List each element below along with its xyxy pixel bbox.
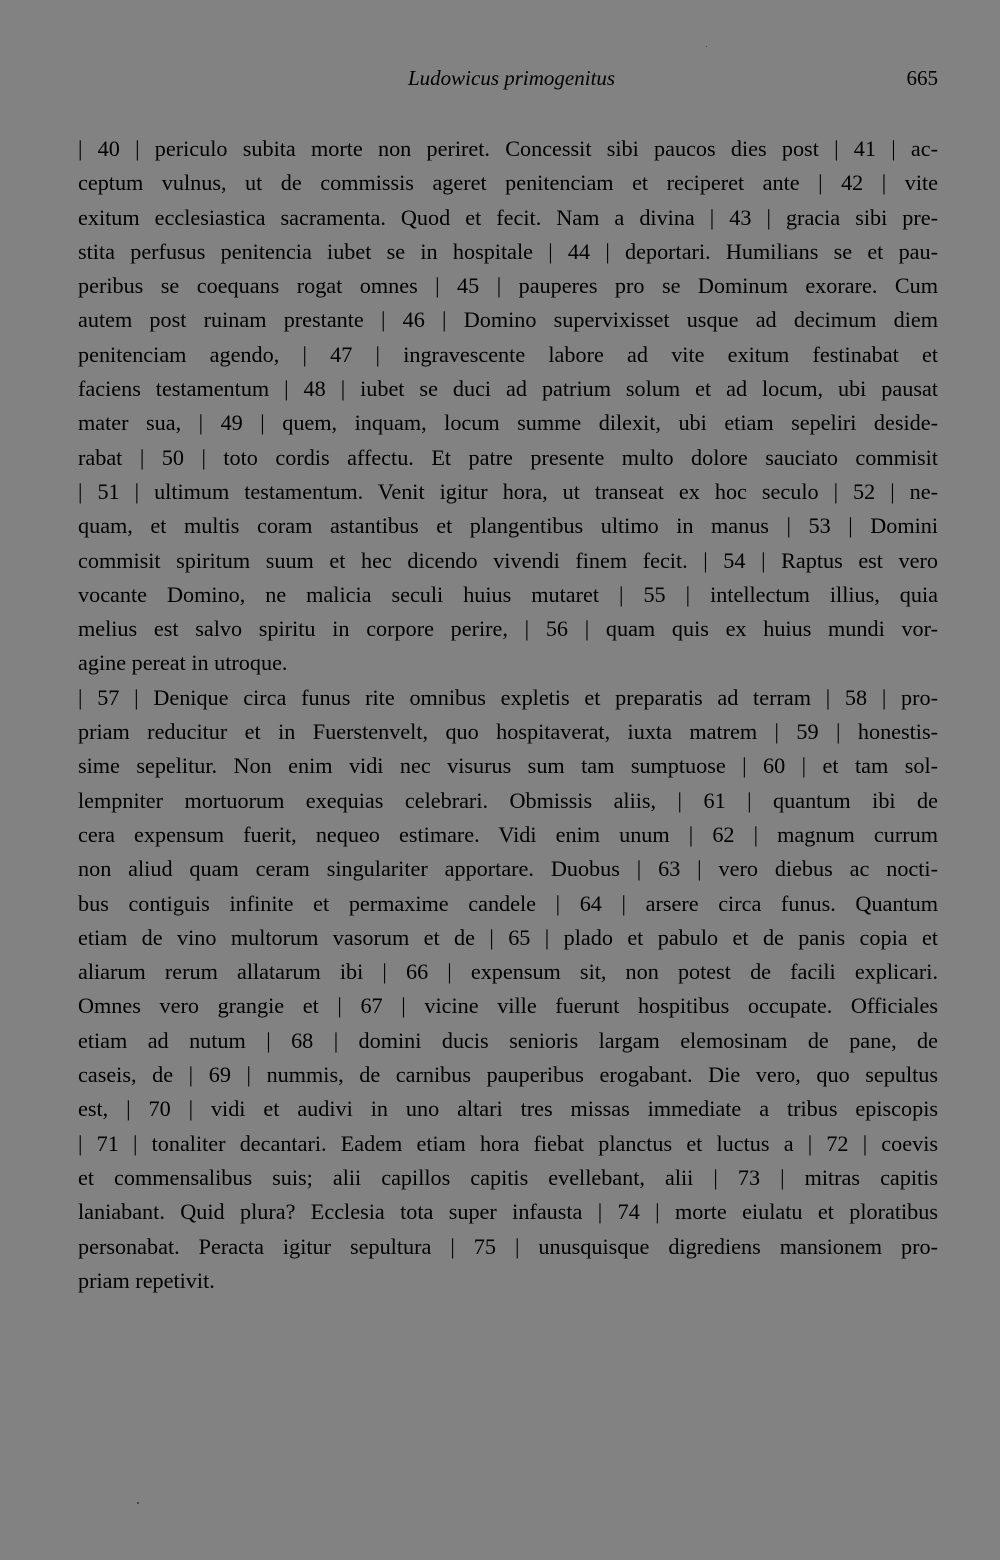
text-line: priam reducitur et in Fuerstenvelt, quo hospitaverat, iuxta matrem | 59 | honestis- [78, 719, 938, 745]
text-line: et commensalibus suis; alii capillos capitis evellebant, alii | 73 | mitras capitis [78, 1164, 938, 1190]
text-line: etiam ad nutum | 68 | domini ducis senioris largam elemosinam de pane, de [78, 1027, 938, 1053]
text-line: | 71 | tonaliter decantari. Eadem etiam hora fiebat planctus et luctus a | 72 | coevis [78, 1130, 938, 1156]
text-line: melius est salvo spiritu in corpore perire, | 56 | quam quis ex huius mundi vor- [78, 616, 938, 642]
text-line: | 51 | ultimum testamentum. Venit igitur hora, ut transeat ex hoc seculo | 52 | ne- [78, 478, 938, 504]
text-line: lempniter mortuorum exequias celebrari. Obmissis aliis, | 61 | quantum ibi de [78, 787, 938, 813]
text-line: caseis, de | 69 | nummis, de carnibus pauperibus erogabant. Die vero, quo sepultus [78, 1062, 938, 1088]
text-line: priam repetivit. [78, 1267, 215, 1293]
text-line: non aliud quam ceram singulariter apportare. Duobus | 63 | vero diebus ac nocti- [78, 856, 938, 882]
text-line: stita perfusus penitencia iubet se in hospitale | 44 | deportari. Humilians se et pau- [78, 238, 938, 264]
text-line: rabat | 50 | toto cordis affectu. Et patre presente multo dolore sauciato commisit [78, 444, 938, 470]
text-line: est, | 70 | vidi et audivi in uno altari tres missas immediate a tribus episcopis [78, 1096, 938, 1122]
running-head: Ludowicus primogenitus [408, 66, 616, 90]
text-line: autem post ruinam prestante | 46 | Domino supervixisset usque ad decimum diem [78, 307, 938, 333]
page-header [78, 66, 938, 96]
text-line: agine pereat in utroque. [78, 650, 288, 676]
text-line: etiam de vino multorum vasorum et de | 65 | plado et pabulo et de panis copia et [78, 924, 938, 950]
text-line: sime sepelitur. Non enim vidi nec visurus sum tam sumptuose | 60 | et tam sol- [78, 753, 938, 779]
text-line: bus contiguis infinite et permaxime candele | 64 | arsere circa funus. Quantum [78, 890, 938, 916]
text-line: commisit spiritum suum et hec dicendo vivendi finem fecit. | 54 | Raptus est vero [78, 547, 938, 573]
page-number: 665 [906, 66, 938, 90]
text-line: quam, et multis coram astantibus et plangentibus ultimo in manus | 53 | Domini [78, 513, 938, 539]
text-line: laniabant. Quid plura? Ecclesia tota super infausta | 74 | morte eiulatu et ploratibus [78, 1199, 938, 1225]
text-line: cera expensum fuerit, nequeo estimare. Vidi enim unum | 62 | magnum currum [78, 821, 938, 847]
text-line: | 57 | Denique circa funus rite omnibus expletis et preparatis ad terram | 58 | pro- [78, 684, 938, 710]
scan-speck [706, 46, 707, 47]
text-line: exitum ecclesiastica sacramenta. Quod et fecit. Nam a divina | 43 | gracia sibi pre- [78, 204, 938, 230]
body-text [78, 132, 938, 1298]
text-line: penitenciam agendo, | 47 | ingravescente labore ad vite exitum festinabat et [78, 341, 938, 367]
text-line: ceptum vulnus, ut de commissis ageret penitenciam et reciperet ante | 42 | vite [78, 170, 938, 196]
text-line: vocante Domino, ne malicia seculi huius mutaret | 55 | intellectum illius, quia [78, 581, 938, 607]
text-line: faciens testamentum | 48 | iubet se duci ad patrium solum et ad locum, ubi pausat [78, 376, 938, 402]
scan-speck [137, 1502, 139, 1504]
text-line: aliarum rerum allatarum ibi | 66 | expensum sit, non potest de facili explicari. [78, 959, 938, 985]
text-line: Omnes vero grangie et | 67 | vicine ville fuerunt hospitibus occupate. Officiales [78, 993, 938, 1019]
text-line: peribus se coequans rogat omnes | 45 | pauperes pro se Dominum exorare. Cum [78, 273, 938, 299]
text-line: mater sua, | 49 | quem, inquam, locum summe dilexit, ubi etiam sepeliri deside- [78, 410, 938, 436]
text-line: personabat. Peracta igitur sepultura | 75 | unusquisque digrediens mansionem pro- [78, 1233, 938, 1259]
text-line: | 40 | periculo subita morte non periret. Concessit sibi paucos dies post | 41 | ac- [78, 136, 938, 161]
